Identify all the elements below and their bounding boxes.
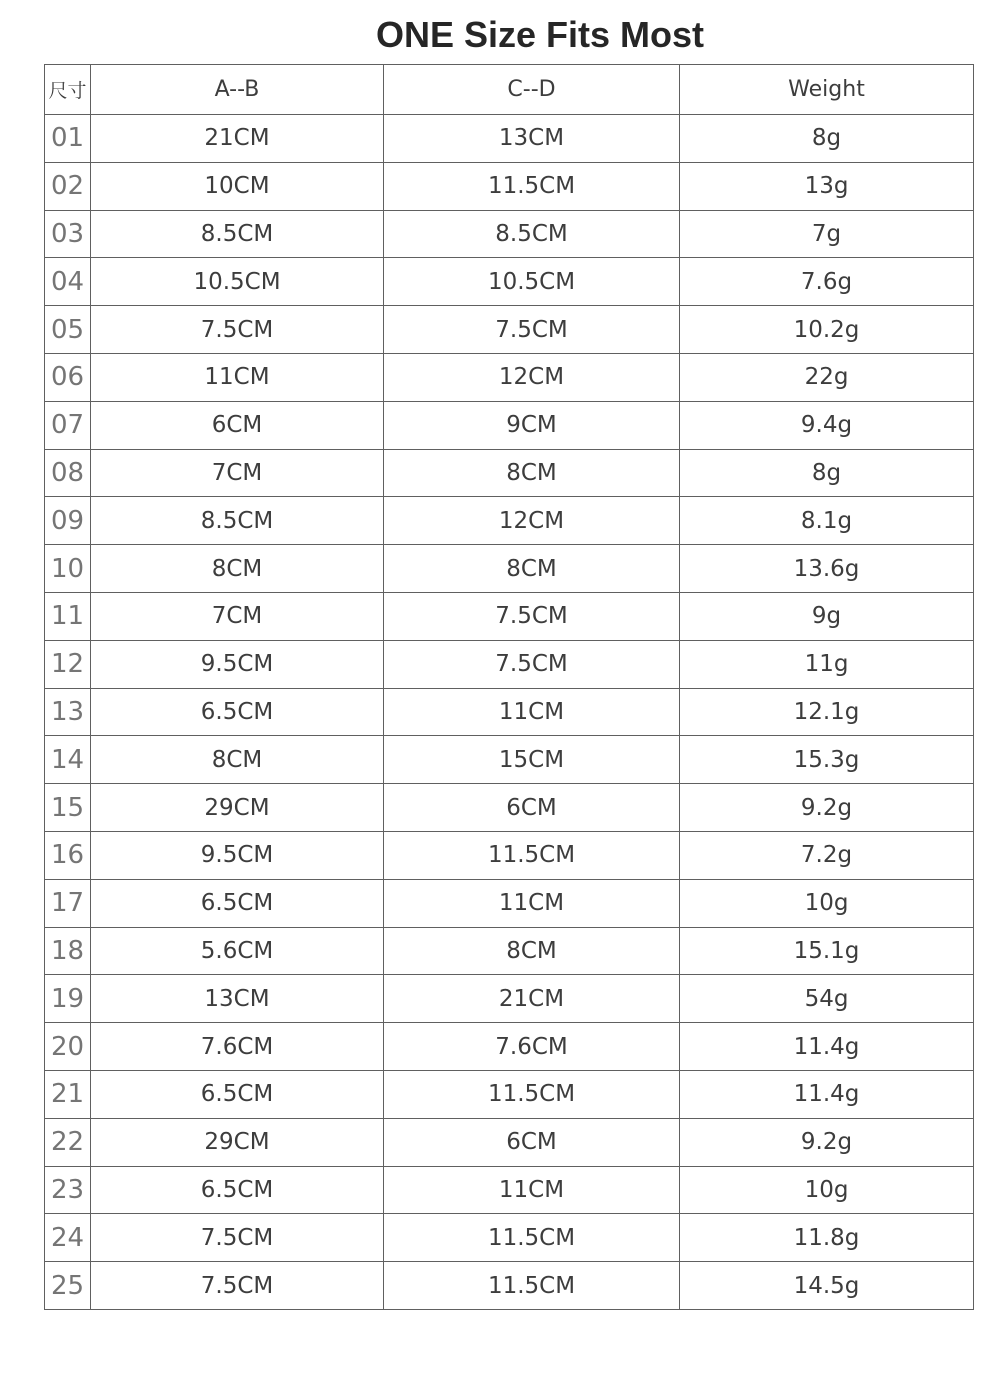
row-number-cell: 08 — [45, 449, 91, 497]
table-row — [45, 1166, 974, 1214]
row-number-cell: 03 — [45, 210, 91, 258]
cd-cell: 6CM — [384, 1118, 680, 1166]
row-number-cell: 11 — [45, 592, 91, 640]
weight-cell: 8g — [680, 449, 974, 497]
table-row — [45, 879, 974, 927]
table-row — [45, 497, 974, 545]
table-row — [45, 210, 974, 258]
table-row — [45, 115, 974, 163]
ab-cell: 7.6CM — [91, 1023, 384, 1071]
cd-cell: 7.5CM — [384, 306, 680, 354]
ab-cell: 6CM — [91, 401, 384, 449]
cd-cell: 11.5CM — [384, 831, 680, 879]
weight-cell: 11g — [680, 640, 974, 688]
table-header — [45, 65, 974, 115]
ab-cell: 7.5CM — [91, 306, 384, 354]
weight-cell: 7.2g — [680, 831, 974, 879]
weight-cell: 13.6g — [680, 545, 974, 593]
row-number-cell: 12 — [45, 640, 91, 688]
table-row — [45, 927, 974, 975]
row-number-cell: 19 — [45, 975, 91, 1023]
ab-cell: 6.5CM — [91, 1070, 384, 1118]
cd-cell: 15CM — [384, 736, 680, 784]
row-number-cell: 04 — [45, 258, 91, 306]
table-row — [45, 1214, 974, 1262]
table-row — [45, 449, 974, 497]
cd-cell: 13CM — [384, 115, 680, 163]
table-row — [45, 1070, 974, 1118]
row-number-cell: 09 — [45, 497, 91, 545]
ab-cell: 8.5CM — [91, 497, 384, 545]
table-row — [45, 736, 974, 784]
weight-cell: 8g — [680, 115, 974, 163]
ab-cell: 21CM — [91, 115, 384, 163]
cd-cell: 11.5CM — [384, 1262, 680, 1310]
table-row — [45, 592, 974, 640]
ab-cell: 10.5CM — [91, 258, 384, 306]
row-number-cell: 01 — [45, 115, 91, 163]
table-row — [45, 1118, 974, 1166]
row-number-cell: 21 — [45, 1070, 91, 1118]
cd-cell: 11.5CM — [384, 162, 680, 210]
weight-cell: 10g — [680, 1166, 974, 1214]
row-number-cell: 18 — [45, 927, 91, 975]
size-table-body — [45, 115, 974, 1310]
weight-cell: 11.4g — [680, 1070, 974, 1118]
ab-cell: 6.5CM — [91, 879, 384, 927]
table-row — [45, 162, 974, 210]
header-row — [45, 65, 974, 115]
cd-cell: 11.5CM — [384, 1214, 680, 1262]
weight-cell: 22g — [680, 353, 974, 401]
weight-cell: 11.4g — [680, 1023, 974, 1071]
row-number-cell: 10 — [45, 545, 91, 593]
ab-cell: 7.5CM — [91, 1214, 384, 1262]
weight-cell: 12.1g — [680, 688, 974, 736]
table-row — [45, 640, 974, 688]
cd-cell: 10.5CM — [384, 258, 680, 306]
ab-cell: 5.6CM — [91, 927, 384, 975]
row-number-cell: 05 — [45, 306, 91, 354]
weight-cell: 9g — [680, 592, 974, 640]
ab-cell: 13CM — [91, 975, 384, 1023]
weight-cell: 13g — [680, 162, 974, 210]
weight-cell: 7.6g — [680, 258, 974, 306]
cd-cell: 21CM — [384, 975, 680, 1023]
ab-cell: 7.5CM — [91, 1262, 384, 1310]
weight-cell: 54g — [680, 975, 974, 1023]
header-cell-cd: C--D — [384, 65, 680, 115]
cd-cell: 6CM — [384, 784, 680, 832]
ab-cell: 8.5CM — [91, 210, 384, 258]
weight-cell: 8.1g — [680, 497, 974, 545]
cd-cell: 11.5CM — [384, 1070, 680, 1118]
row-number-cell: 22 — [45, 1118, 91, 1166]
row-number-cell: 17 — [45, 879, 91, 927]
weight-cell: 10g — [680, 879, 974, 927]
ab-cell: 29CM — [91, 1118, 384, 1166]
cd-cell: 11CM — [384, 1166, 680, 1214]
header-cell-ab: A--B — [91, 65, 384, 115]
table-row — [45, 784, 974, 832]
weight-cell: 9.2g — [680, 1118, 974, 1166]
row-number-cell: 24 — [45, 1214, 91, 1262]
ab-cell: 11CM — [91, 353, 384, 401]
table-row — [45, 831, 974, 879]
cd-cell: 11CM — [384, 688, 680, 736]
title-wrap — [40, 12, 1000, 58]
cd-cell: 8CM — [384, 545, 680, 593]
ab-cell: 8CM — [91, 736, 384, 784]
row-number-cell: 14 — [45, 736, 91, 784]
row-number-cell: 13 — [45, 688, 91, 736]
weight-cell: 11.8g — [680, 1214, 974, 1262]
table-row — [45, 688, 974, 736]
row-number-cell: 02 — [45, 162, 91, 210]
table-row — [45, 401, 974, 449]
weight-cell: 9.4g — [680, 401, 974, 449]
weight-cell: 14.5g — [680, 1262, 974, 1310]
ab-cell: 6.5CM — [91, 688, 384, 736]
weight-cell: 10.2g — [680, 306, 974, 354]
weight-cell: 7g — [680, 210, 974, 258]
row-number-cell: 07 — [45, 401, 91, 449]
table-row — [45, 975, 974, 1023]
table-row — [45, 306, 974, 354]
weight-cell: 9.2g — [680, 784, 974, 832]
cd-cell: 9CM — [384, 401, 680, 449]
cd-cell: 8.5CM — [384, 210, 680, 258]
ab-cell: 9.5CM — [91, 831, 384, 879]
cd-cell: 12CM — [384, 497, 680, 545]
cd-cell: 8CM — [384, 449, 680, 497]
table-row — [45, 258, 974, 306]
cd-cell: 7.6CM — [384, 1023, 680, 1071]
page-title: ONE Size Fits Most — [375, 14, 705, 55]
table-row — [45, 1262, 974, 1310]
row-number-cell: 20 — [45, 1023, 91, 1071]
table-row — [45, 353, 974, 401]
ab-cell: 7CM — [91, 592, 384, 640]
ab-cell: 9.5CM — [91, 640, 384, 688]
cd-cell: 11CM — [384, 879, 680, 927]
weight-cell: 15.3g — [680, 736, 974, 784]
ab-cell: 29CM — [91, 784, 384, 832]
cd-cell: 7.5CM — [384, 640, 680, 688]
row-number-cell: 25 — [45, 1262, 91, 1310]
size-chart-table — [44, 64, 974, 1310]
table-row — [45, 1023, 974, 1071]
ab-cell: 10CM — [91, 162, 384, 210]
row-number-cell: 23 — [45, 1166, 91, 1214]
cd-cell: 12CM — [384, 353, 680, 401]
weight-cell: 15.1g — [680, 927, 974, 975]
cd-cell: 7.5CM — [384, 592, 680, 640]
header-cell-size: 尺寸 — [45, 65, 91, 115]
ab-cell: 6.5CM — [91, 1166, 384, 1214]
row-number-cell: 16 — [45, 831, 91, 879]
header-cell-weight: Weight — [680, 65, 974, 115]
row-number-cell: 06 — [45, 353, 91, 401]
table-row — [45, 545, 974, 593]
ab-cell: 8CM — [91, 545, 384, 593]
ab-cell: 7CM — [91, 449, 384, 497]
row-number-cell: 15 — [45, 784, 91, 832]
cd-cell: 8CM — [384, 927, 680, 975]
